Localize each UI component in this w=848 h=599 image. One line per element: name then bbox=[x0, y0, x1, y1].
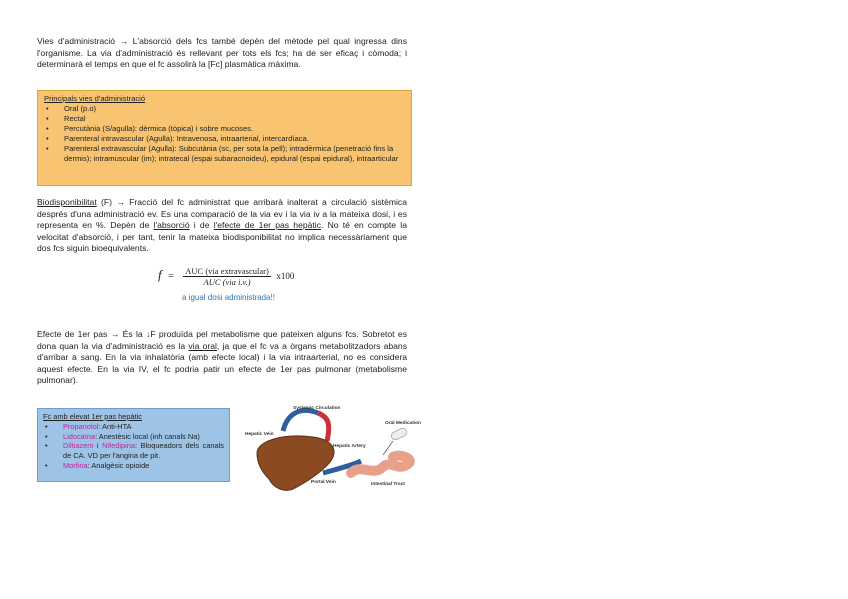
list-item: • Oral (p.o) bbox=[64, 104, 405, 114]
formula-lhs: f bbox=[158, 266, 162, 282]
label-portal-vein: Portal Vein bbox=[311, 480, 336, 485]
routes-box-title: Principals vies d'administració bbox=[44, 94, 146, 103]
drug-name: Nifedipina bbox=[102, 441, 135, 451]
bio-link-first-pass: l'efecte de 1er pas hepàtic bbox=[213, 220, 321, 231]
bioavailability-formula bbox=[158, 266, 294, 287]
list-item bbox=[63, 432, 224, 442]
firstpass-paragraph bbox=[37, 329, 407, 387]
label-hepatic-artery: Hepatic Artery bbox=[333, 444, 366, 449]
formula-numerator: AUC (via extravascular) bbox=[185, 266, 269, 276]
pill-icon bbox=[390, 427, 408, 441]
first-pass-diagram bbox=[243, 403, 448, 498]
label-oral-medication: Oral Medication bbox=[385, 421, 421, 426]
drug-joiner: i bbox=[93, 441, 103, 451]
drug-desc: : Anestèsic local (inh canals Na) bbox=[95, 431, 200, 441]
label-systemic: Systemic Circulation bbox=[293, 406, 341, 411]
routes-list bbox=[44, 104, 405, 164]
firstpass-text-1: Efecte de 1er pas → És la ↓F produïda pel metabolisme que pateixen alguns fcs. Sobretot es dona quan la via d'administració es la bbox=[37, 329, 407, 351]
list-item bbox=[63, 441, 224, 461]
drug-desc: : Anti-HTA bbox=[98, 421, 132, 431]
bio-paragraph bbox=[37, 197, 407, 255]
drug-name: Diltiazem bbox=[63, 441, 94, 451]
bio-term: Biodisponibilitat bbox=[37, 197, 97, 207]
hepatic-artery-vessel bbox=[318, 413, 329, 441]
intestine-shape bbox=[351, 456, 410, 473]
label-intestinal-tract: Intestinal Tract bbox=[371, 482, 405, 487]
arrow: → bbox=[119, 36, 129, 46]
label-hepatic-vein: Hepatic Vein bbox=[245, 432, 274, 437]
drug-name: Propanolol bbox=[63, 421, 99, 431]
firstpass-text-2: , ja que el fc va a òrgans metabolitzadors abans d'arribar a sang. En la via inhalatòria (amb efecte local) i la via intraarterial, no es considera aquest efecte. En la via IV, el fc podria patir un efecte de 1er pas pulmonar (metabolisme pulmonar). bbox=[37, 340, 408, 386]
drug-desc: : Analgèsic opioide bbox=[87, 460, 150, 470]
drug-desc: : Bloqueadors dels canals de CA. VD per l'angina de pit. bbox=[63, 441, 224, 461]
hepatic-box bbox=[37, 408, 230, 482]
intro-title: Vies d'administració bbox=[37, 36, 116, 46]
hepatic-vein-vessel bbox=[283, 410, 318, 431]
intro-paragraph bbox=[37, 36, 407, 71]
list-item bbox=[63, 422, 224, 432]
list-item: • Parenteral extravascular (Agulla): Subcutània (sc, per sota la pell); intradèrmica (penetració fins la dermis); intramuscular (im); intratecal (espai subaracnoideu), epidural (espai epidural), intraarticular bbox=[64, 144, 405, 164]
list-item: • Rectal bbox=[64, 114, 405, 124]
formula-note: a igual dosi administrada!! bbox=[182, 293, 275, 302]
formula-denominator: AUC (via i.v.) bbox=[203, 277, 251, 287]
formula-eq: = bbox=[168, 270, 174, 282]
bio-text-2: i de bbox=[189, 220, 214, 231]
drug-name: Lidocaïna bbox=[63, 431, 96, 441]
bio-text-1: (F) → Fracció del fc administrat que arribarà inalterat a circulació sistèmica després d'una administració ev. Es una comparació de la via ev i la via iv a la mateixa dosi, i es representa en %. Depèn de bbox=[37, 197, 407, 231]
list-item: • Percutània (S/agulla): dèrmica (tòpica) i sobre mucoses. bbox=[64, 124, 405, 134]
formula-factor: x100 bbox=[276, 270, 295, 281]
intro-text: L'absorció dels fcs també depèn del mètode pel qual ingressa dins l'organisme. La via d'administració és rellevant per tots els fcs; ha de ser eficaç i còmoda; i determinarà el temps en que el fc assolirà la [Fc] plasmàtica màxima. bbox=[37, 36, 407, 70]
list-item: • Parenteral intravascular (Agulla): Intravenosa, intraarterial, intercardíaca. bbox=[64, 134, 405, 144]
list-item bbox=[63, 461, 224, 471]
hepatic-box-title: Fc amb elevat 1er pas hepàtic bbox=[43, 412, 143, 421]
routes-box bbox=[37, 90, 412, 186]
bio-link-absorcio: l'absorció bbox=[153, 220, 190, 231]
drug-name: Morfina bbox=[63, 460, 88, 470]
firstpass-link-oral: via oral bbox=[188, 340, 217, 351]
bio-text-3: . No té en compte la velocitat d'absorció, i per tant, tenir la mateixa biodisponibilitat no implica necessàriament que dos fcs siguin bioequivalents. bbox=[37, 220, 407, 254]
formula-fraction bbox=[183, 266, 271, 287]
hepatic-list bbox=[43, 422, 224, 471]
